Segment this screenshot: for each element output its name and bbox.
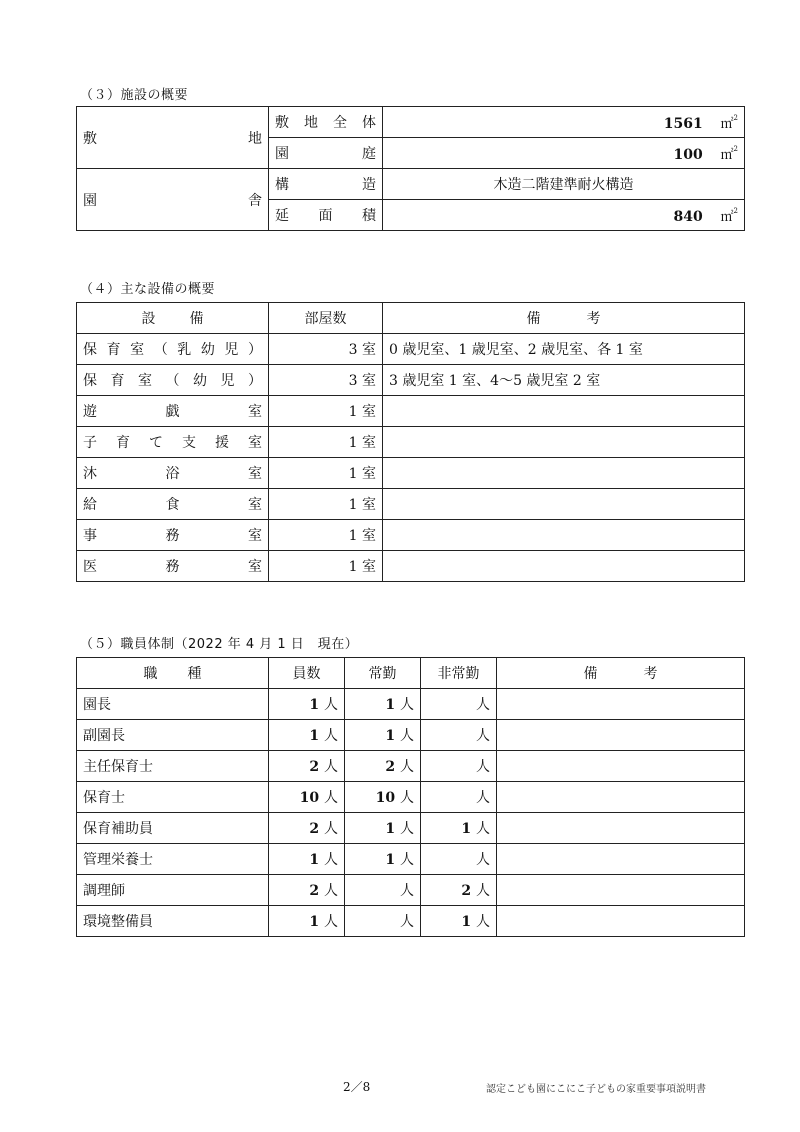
page-number: 2／8 [343, 1080, 371, 1094]
equipment-name-char: 子 [83, 435, 97, 451]
equipment-rooms: 1 室 [269, 551, 383, 582]
staff-full [345, 844, 421, 875]
equipment-name-char: 育 [110, 373, 125, 389]
row-label-char: 体 [362, 115, 376, 131]
staff-part [421, 844, 497, 875]
site-total-value: 1561 ㎡$^2$ [383, 107, 745, 138]
staff-row [77, 720, 745, 751]
equipment-rooms: 1 室 [269, 520, 383, 551]
garden-value: 100 ㎡$^2$ [383, 138, 745, 169]
staff-job: 園長 [77, 689, 269, 720]
person-unit: 人 [324, 821, 338, 837]
row-label-char: 造 [362, 177, 376, 193]
row-label-char: 積 [362, 208, 376, 224]
equipment-row [77, 396, 745, 427]
equipment-name-char: 室 [248, 404, 262, 420]
staff-full [345, 720, 421, 751]
site-label-char: 敷 [83, 130, 97, 147]
row-label-char: 敷 [275, 115, 289, 131]
equipment-name [77, 396, 269, 427]
person-unit: 人 [476, 697, 490, 713]
staff-note [497, 782, 745, 813]
equipment-name-char: 給 [83, 497, 97, 513]
staff-full [345, 875, 421, 906]
equipment-name-char: 食 [165, 497, 180, 513]
equipment-row [77, 334, 745, 365]
equipment-name-char: 援 [215, 435, 229, 451]
staff-note [497, 751, 745, 782]
equipment-name-char: 戯 [165, 404, 180, 420]
equipment-name-char: 幼 [200, 342, 215, 358]
equipment-name-char: 沐 [83, 466, 97, 482]
person-unit: 人 [476, 728, 490, 744]
equipment-note [383, 396, 745, 427]
staff-full [345, 782, 421, 813]
equipment-name-char: 保 [83, 373, 97, 389]
staff-part [421, 720, 497, 751]
header-char: 備 [189, 311, 204, 327]
equipment-name-char: 室 [248, 466, 262, 482]
staff-total-number: 2 [309, 759, 324, 775]
staff-total [269, 689, 345, 720]
equipment-name-char: 室 [130, 342, 145, 358]
equipment-header-name [77, 303, 269, 334]
person-unit: 人 [400, 821, 414, 837]
equipment-row [77, 427, 745, 458]
equipment-row [77, 489, 745, 520]
equipment-name-char: ） [248, 373, 262, 389]
equipment-note: 0 歳児室、1 歳児室、2 歳児室、各 1 室 [383, 334, 745, 365]
staff-part [421, 906, 497, 937]
staff-full [345, 906, 421, 937]
staff-job: 管理栄養士 [77, 844, 269, 875]
person-unit: 人 [324, 914, 338, 930]
person-unit: 人 [324, 883, 338, 899]
staff-full [345, 689, 421, 720]
staff-part [421, 875, 497, 906]
person-unit: 人 [476, 914, 490, 930]
person-unit: 人 [400, 852, 414, 868]
staff-total [269, 844, 345, 875]
equipment-row [77, 520, 745, 551]
row-label-char: 延 [275, 208, 289, 224]
person-unit: 人 [476, 790, 490, 806]
row-label-char: 地 [304, 115, 318, 131]
staff-note [497, 906, 745, 937]
equipment-note [383, 427, 745, 458]
staff-row [77, 751, 745, 782]
equipment-name-char: 室 [248, 528, 262, 544]
equipment-name [77, 334, 269, 365]
staff-table [76, 657, 745, 937]
person-unit: 人 [400, 728, 414, 744]
structure-value: 木造二階建準耐火構造 [383, 169, 745, 200]
equipment-rooms: 1 室 [269, 489, 383, 520]
staff-job: 保育補助員 [77, 813, 269, 844]
row-label-char: 構 [275, 177, 289, 193]
staff-full-number: 2 [385, 759, 400, 775]
equipment-name-char: て [149, 435, 163, 451]
staff-header-job [77, 658, 269, 689]
equipment-name-char: 幼 [193, 373, 207, 389]
floor-area-value: 840 ㎡$^2$ [383, 200, 745, 231]
staff-total-number: 1 [309, 697, 324, 713]
staff-total [269, 813, 345, 844]
staff-job: 主任保育士 [77, 751, 269, 782]
equipment-name-char: （ [165, 373, 180, 389]
staff-header-part: 非常勤 [421, 658, 497, 689]
equipment-name [77, 520, 269, 551]
site-row-label [269, 107, 383, 138]
equipment-name-char: 室 [138, 373, 152, 389]
staff-row [77, 875, 745, 906]
equipment-name-char: 育 [116, 435, 130, 451]
equipment-header-note [383, 303, 745, 334]
building-label-cell [77, 169, 269, 231]
document-title: 認定こども園にこにこ子どもの家重要事項説明書 [486, 1084, 706, 1095]
person-unit: 人 [476, 852, 490, 868]
staff-total-number: 1 [309, 728, 324, 744]
building-label-char: 舎 [248, 192, 262, 209]
equipment-note: 3 歳児室 1 室、4〜5 歳児室 2 室 [383, 365, 745, 396]
equipment-name-char: 児 [224, 342, 239, 358]
equipment-name-char: 支 [182, 435, 196, 451]
person-unit: 人 [400, 790, 414, 806]
staff-job: 副園長 [77, 720, 269, 751]
equipment-name-char: 浴 [165, 466, 180, 482]
equipment-name-char: 乳 [177, 342, 192, 358]
equipment-name-char: 務 [165, 559, 180, 575]
row-label-char: 園 [275, 146, 289, 162]
site-label-char: 地 [248, 130, 262, 147]
row-label-char: 全 [333, 115, 347, 131]
site-label-cell [77, 107, 269, 169]
equipment-header-rooms: 部屋数 [269, 303, 383, 334]
staff-total-number: 1 [309, 852, 324, 868]
person-unit: 人 [476, 883, 490, 899]
staff-row [77, 813, 745, 844]
equipment-name [77, 551, 269, 582]
staff-note [497, 689, 745, 720]
staff-full-number: 1 [385, 697, 400, 713]
row-label-char: 面 [318, 208, 333, 224]
staff-total-number: 10 [299, 790, 324, 806]
equipment-name-char: 遊 [83, 404, 97, 420]
staff-row [77, 689, 745, 720]
structure-row-label [269, 169, 383, 200]
staff-row [77, 906, 745, 937]
staff-total [269, 751, 345, 782]
header-char: 設 [141, 311, 156, 327]
staff-total [269, 720, 345, 751]
staff-job: 調理師 [77, 875, 269, 906]
staff-note [497, 813, 745, 844]
staff-part-number: 2 [461, 883, 476, 899]
equipment-note [383, 520, 745, 551]
staff-part [421, 689, 497, 720]
person-unit: 人 [476, 759, 490, 775]
equipment-name-char: 室 [248, 497, 262, 513]
staff-total-number: 2 [309, 821, 324, 837]
equipment-name-char: 事 [83, 528, 97, 544]
equipment-name [77, 458, 269, 489]
equipment-name [77, 427, 269, 458]
staff-part [421, 782, 497, 813]
person-unit: 人 [400, 697, 414, 713]
staff-full-number: 1 [385, 821, 400, 837]
staff-part-number: 1 [461, 821, 476, 837]
facility-table [76, 106, 745, 231]
staff-header-note [497, 658, 745, 689]
person-unit: 人 [400, 759, 414, 775]
staff-full-number: 10 [375, 790, 400, 806]
person-unit: 人 [324, 759, 338, 775]
staff-part [421, 751, 497, 782]
staff-note [497, 720, 745, 751]
staff-job: 保育士 [77, 782, 269, 813]
equipment-name-char: 育 [106, 342, 121, 358]
staff-total-number: 2 [309, 883, 324, 899]
equipment-name-char: （ [153, 342, 168, 358]
header-char: 備 [583, 666, 598, 682]
equipment-row [77, 458, 745, 489]
equipment-name [77, 489, 269, 520]
staff-part [421, 813, 497, 844]
staff-job: 環境整備員 [77, 906, 269, 937]
staff-header-total: 員数 [269, 658, 345, 689]
person-unit: 人 [400, 883, 414, 899]
equipment-row [77, 365, 745, 396]
equipment-name-char: ） [247, 342, 262, 358]
equipment-name-char: 室 [248, 559, 262, 575]
staff-total [269, 875, 345, 906]
header-char: 考 [643, 666, 658, 682]
person-unit: 人 [324, 697, 338, 713]
equipment-name-char: 保 [83, 342, 97, 358]
staff-total [269, 906, 345, 937]
staff-row [77, 844, 745, 875]
person-unit: 人 [324, 790, 338, 806]
equipment-name-char: 室 [248, 435, 262, 451]
header-char: 備 [526, 311, 541, 327]
equipment-rooms: 3 室 [269, 365, 383, 396]
staff-note [497, 875, 745, 906]
equipment-rooms: 1 室 [269, 396, 383, 427]
staff-full-number: 1 [385, 852, 400, 868]
equipment-table [76, 302, 745, 582]
person-unit: 人 [476, 821, 490, 837]
header-char: 考 [586, 311, 601, 327]
staff-total [269, 782, 345, 813]
equipment-rooms: 3 室 [269, 334, 383, 365]
staff-full-number: 1 [385, 728, 400, 744]
equipment-name-char: 医 [83, 559, 97, 575]
floor-area-row-label [269, 200, 383, 231]
equipment-name-char: 児 [220, 373, 235, 389]
staff-header-full: 常勤 [345, 658, 421, 689]
equipment-name [77, 365, 269, 396]
staff-note [497, 844, 745, 875]
section4-title: （４）主な設備の概要 [80, 282, 216, 297]
equipment-rooms: 1 室 [269, 458, 383, 489]
staff-row [77, 782, 745, 813]
header-char: 種 [187, 666, 202, 682]
garden-row-label [269, 138, 383, 169]
equipment-note [383, 458, 745, 489]
staff-total-number: 1 [309, 914, 324, 930]
section3-title: （３）施設の概要 [80, 88, 189, 103]
row-label-char: 庭 [362, 146, 376, 162]
equipment-note [383, 551, 745, 582]
staff-part-number: 1 [461, 914, 476, 930]
staff-full [345, 813, 421, 844]
header-char: 職 [143, 666, 158, 682]
equipment-name-char: 務 [165, 528, 180, 544]
person-unit: 人 [400, 914, 414, 930]
equipment-note [383, 489, 745, 520]
section5-title: （５）職員体制（2022 年 4 月 1 日 現在） [80, 637, 359, 652]
person-unit: 人 [324, 852, 338, 868]
equipment-rooms: 1 室 [269, 427, 383, 458]
equipment-row [77, 551, 745, 582]
person-unit: 人 [324, 728, 338, 744]
staff-full [345, 751, 421, 782]
building-label-char: 園 [83, 192, 97, 209]
